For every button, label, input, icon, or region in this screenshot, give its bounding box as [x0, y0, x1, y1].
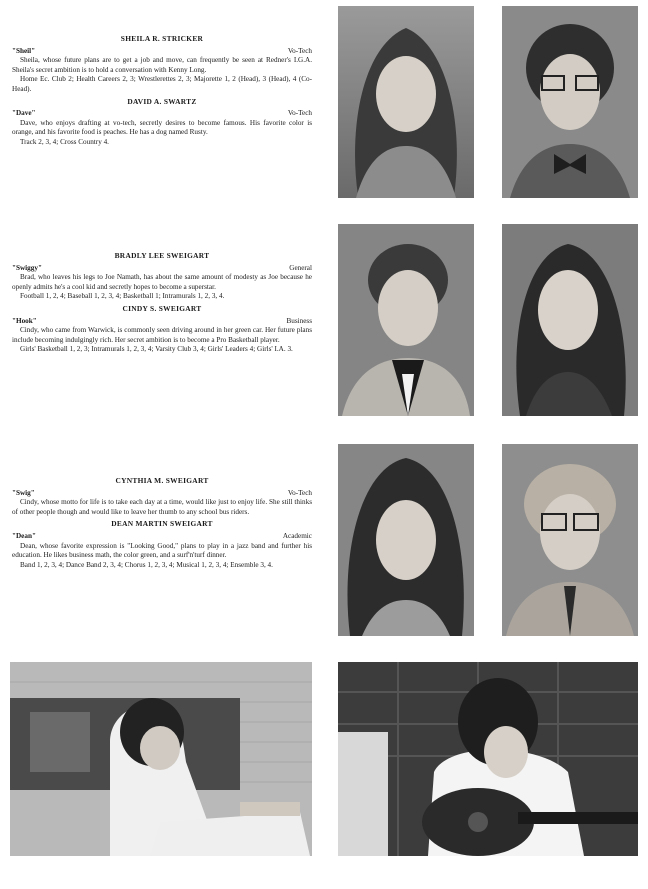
- student-activities: Band 1, 2, 3, 4; Dance Band 2, 3, 4; Chorus 1, 2, 3, 4; Musical 1, 2, 3, 4; Ensemble 3, 4.: [20, 560, 273, 569]
- portrait-photo-cindy: [502, 224, 638, 416]
- portrait-photo-bradly: [338, 224, 474, 416]
- bio-entry-swartz: [12, 97, 312, 148]
- bio-entry-bradly: [12, 251, 312, 302]
- student-bio: Sheila, whose future plans are to get a job and move, can frequently be seen at Redner's I.G.A. Sheila's secret ambition is to hold a conversation with Kenny Long.: [12, 56, 312, 74]
- bio-block-2: [12, 251, 312, 357]
- portrait-photo-david: [502, 6, 638, 198]
- student-nickname: "Sheil": [12, 46, 36, 55]
- student-name: CINDY S. SWEIGART: [122, 303, 202, 313]
- student-program: General: [289, 263, 312, 272]
- student-activities: Girls' Basketball 1, 2, 3; Intramurals 1, 2, 3, 4; Varsity Club 3, 4; Girls' Leaders 4; Girls' I.A. 3.: [20, 345, 293, 354]
- bio-block-1: [12, 34, 312, 150]
- candid-photo-student-writing: [10, 662, 312, 856]
- student-activities: Track 2, 3, 4; Cross Country 4.: [20, 137, 109, 146]
- nickname-row: [12, 47, 312, 57]
- portrait-photo-dean: [502, 444, 638, 636]
- nickname-row: [12, 489, 312, 499]
- nickname-row: [12, 264, 312, 274]
- candid-photo-student-guitar: [338, 662, 638, 856]
- student-bio: Dave, who enjoys drafting at vo-tech, secretly desires to become famous. His favorite color is orange, and his favorite food is peaches. He has a dog named Rusty.: [12, 118, 312, 137]
- student-nickname: "Hook": [12, 316, 37, 325]
- student-name: CYNTHIA M. SWEIGART: [115, 476, 209, 485]
- bio-entry-stricker: [12, 34, 312, 95]
- student-bio: Cindy, who came from Warwick, is commonly seen driving around in her green car. Her future plans include becoming indulgingly rich. Her secret ambition is to become a Pro Basketball player.: [12, 326, 312, 344]
- student-program: Business: [286, 316, 312, 325]
- student-name: BRADLY LEE SWEIGART: [114, 251, 210, 260]
- student-program: Vo-Tech: [287, 488, 312, 497]
- student-program: Vo-Tech: [287, 46, 312, 55]
- student-bio: Brad, who leaves his legs to Joe Namath, has about the same amount of modesty as Joe because he openly admits he's a cool kid and secretly hopes to become a superstar.: [12, 273, 312, 291]
- student-nickname: "Swiggy": [12, 263, 42, 272]
- nickname-row: [12, 109, 312, 119]
- nickname-row: [12, 532, 312, 542]
- bio-entry-cynthia: [12, 476, 312, 517]
- student-bio: Cindy, whose motto for life is to take each day at a time, would like just to enjoy life. She still thinks of other people though and would like to leave her thumb to any school bus riders.: [12, 498, 312, 516]
- student-nickname: "Dave": [12, 109, 36, 118]
- student-activities: Home Ec. Club 2; Health Careers 2, 3; Wrestlerettes 2, 3; Majorette 1, 2 (Head), 3 (Head), 4 (Co-Head).: [12, 75, 312, 93]
- bio-entry-cindy: [12, 304, 312, 355]
- portrait-photo-cynthia: [338, 444, 474, 636]
- student-nickname: "Swig": [12, 488, 35, 497]
- bio-entry-dean: [12, 519, 312, 570]
- portrait-photo-sheila: [338, 6, 474, 198]
- nickname-row: [12, 317, 312, 327]
- student-name: DAVID A. SWARTZ: [127, 96, 197, 106]
- student-program: Academic: [282, 531, 312, 540]
- student-program: Vo-Tech: [287, 109, 312, 118]
- student-name: DEAN MARTIN SWEIGART: [111, 519, 213, 529]
- student-bio: Dean, whose favorite expression is "Looking Good," plans to play in a jazz band and further his education. He likes business math, the color green, and a surf'n'turf dinner.: [12, 541, 312, 560]
- bio-block-3: [12, 476, 312, 572]
- student-name: SHEILA R. STRICKER: [120, 34, 204, 43]
- student-nickname: "Dean": [12, 531, 36, 540]
- student-activities: Football 1, 2, 4; Baseball 1, 2, 3, 4; Basketball 1; Intramurals 1, 2, 3, 4.: [20, 292, 225, 301]
